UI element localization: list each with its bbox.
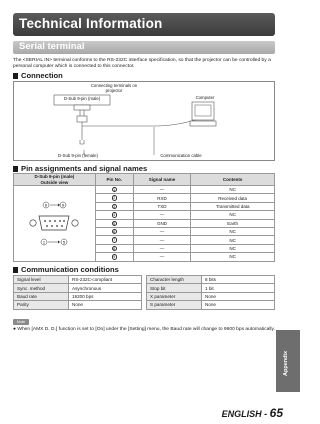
pin-number-cell xyxy=(95,227,133,235)
table-row xyxy=(147,292,275,300)
signal-name-cell: — xyxy=(133,186,191,194)
conditions-table-left xyxy=(13,275,142,310)
pin-assignment-table xyxy=(13,173,275,262)
page-title: Technical Information xyxy=(19,16,163,31)
contents-cell: Earth xyxy=(191,219,275,227)
pin-number-cell xyxy=(95,253,133,261)
col-header-signal: Signal name xyxy=(133,174,191,186)
footer-language: ENGLISH - xyxy=(221,409,270,419)
connector-diagram-cell xyxy=(14,186,96,262)
diagram-label-1: 1 xyxy=(43,239,46,245)
pin-number: 1 xyxy=(113,187,116,192)
square-bullet-icon xyxy=(13,166,18,172)
page-title-bar xyxy=(13,13,275,36)
table-row xyxy=(147,276,275,284)
d-sub-connector-icon xyxy=(24,193,84,253)
table-row xyxy=(147,301,275,309)
note-text xyxy=(13,327,275,333)
page-footer xyxy=(222,406,283,420)
contents-cell: Received data xyxy=(191,194,275,202)
page-number: 65 xyxy=(269,406,283,420)
condition-value: None xyxy=(202,301,275,309)
section-title: Serial terminal xyxy=(19,41,85,52)
cable-label: Communication cable xyxy=(160,153,202,158)
contents-cell: NC xyxy=(191,253,275,261)
pin-number-cell xyxy=(95,211,133,219)
table-row xyxy=(14,292,142,300)
intro-text: The <SERIAL IN> terminal conforms to the RS-232C interface specification, so that the projector can be controlled by a personal computer which is connected to this connector. xyxy=(13,58,271,70)
note-badge: Note xyxy=(13,319,29,325)
pins-heading xyxy=(13,164,147,173)
contents-cell: NC xyxy=(191,186,275,194)
condition-label: Character length xyxy=(147,276,202,284)
signal-name-cell: TXD xyxy=(133,202,191,210)
pin-number-cell xyxy=(95,194,133,202)
female-connector-label: D-Sub 9-pin (female) xyxy=(58,153,98,158)
condition-label: Signal level xyxy=(14,276,69,284)
condition-label: Stop bit xyxy=(147,284,202,292)
computer-label: Computer xyxy=(195,95,215,100)
signal-name-cell: — xyxy=(133,244,191,252)
condition-label: Baud rate xyxy=(14,292,69,300)
pin-number: 5 xyxy=(113,221,116,226)
diagram-label-9: 9 xyxy=(62,202,65,208)
appendix-tab-label: Appendix xyxy=(283,350,289,376)
condition-label: Parity xyxy=(14,301,69,309)
contents-cell: NC xyxy=(191,211,275,219)
pin-number-cell xyxy=(95,186,133,194)
col-header-pin: Pin No. xyxy=(95,174,133,186)
note-body: When [AMX D. D.] function is set to [On] under the [Setting] menu, the Baud rate will change to 9600 bps automatically. xyxy=(17,327,275,332)
condition-value: None xyxy=(202,292,275,300)
connection-diagram xyxy=(13,81,275,161)
signal-name-cell: GND xyxy=(133,219,191,227)
table-row xyxy=(14,301,142,309)
contents-cell: Transmitted data xyxy=(191,202,275,210)
pin-number-cell xyxy=(95,219,133,227)
col-header-contents: Contents xyxy=(191,174,275,186)
section-bar xyxy=(13,41,275,54)
pin-number-cell xyxy=(95,244,133,252)
pin-number-cell xyxy=(95,236,133,244)
condition-label: Sync. method xyxy=(14,284,69,292)
signal-name-cell: — xyxy=(133,253,191,261)
pin-number: 7 xyxy=(113,238,116,243)
condition-value: 1 bit xyxy=(202,284,275,292)
male-connector-label: D-Sub 9-pin (male) xyxy=(63,96,101,101)
condition-value: None xyxy=(69,301,142,309)
pin-number: 4 xyxy=(113,213,116,218)
condition-value: Asynchronous xyxy=(69,284,142,292)
table-row xyxy=(14,276,142,284)
signal-name-cell: RXD xyxy=(133,194,191,202)
signal-name-cell: — xyxy=(133,236,191,244)
square-bullet-icon xyxy=(13,267,18,273)
diagram-header xyxy=(14,174,96,186)
table-row xyxy=(14,284,142,292)
pins-heading-text: Pin assignments and signal names xyxy=(21,164,148,173)
conditions-table-right xyxy=(146,275,275,310)
bullet-icon: ● xyxy=(13,327,18,332)
signal-name-cell: — xyxy=(133,227,191,235)
condition-value: 19200 bps xyxy=(69,292,142,300)
condition-label: X parameter xyxy=(147,292,202,300)
contents-cell: NC xyxy=(191,236,275,244)
contents-cell: NC xyxy=(191,227,275,235)
diagram-title: D-Sub 9-pin (male) xyxy=(34,174,75,179)
terminals-label: Connecting terminals on projector xyxy=(90,83,138,93)
conditions-heading xyxy=(13,265,119,274)
connection-heading xyxy=(13,71,63,80)
table-row xyxy=(14,186,275,194)
diagram-label-6: 6 xyxy=(45,202,48,208)
pin-number: 2 xyxy=(113,196,116,201)
signal-name-cell: — xyxy=(133,211,191,219)
connection-drawing xyxy=(14,82,276,162)
table-row xyxy=(147,284,275,292)
condition-label: S parameter xyxy=(147,301,202,309)
pin-number-cell xyxy=(95,202,133,210)
pin-number: 9 xyxy=(113,255,116,260)
pin-number: 3 xyxy=(113,204,116,209)
conditions-heading-text: Communication conditions xyxy=(21,265,119,274)
diagram-subtitle: Outside view xyxy=(40,179,69,185)
pin-number: 8 xyxy=(113,246,116,251)
pin-number: 6 xyxy=(113,229,116,234)
condition-value: RS-232C-compliant xyxy=(69,276,142,284)
contents-cell: NC xyxy=(191,244,275,252)
appendix-tab[interactable] xyxy=(276,330,300,392)
square-bullet-icon xyxy=(13,73,18,79)
condition-value: 8 bits xyxy=(202,276,275,284)
diagram-label-5: 5 xyxy=(63,239,66,245)
connection-heading-text: Connection xyxy=(21,71,63,80)
